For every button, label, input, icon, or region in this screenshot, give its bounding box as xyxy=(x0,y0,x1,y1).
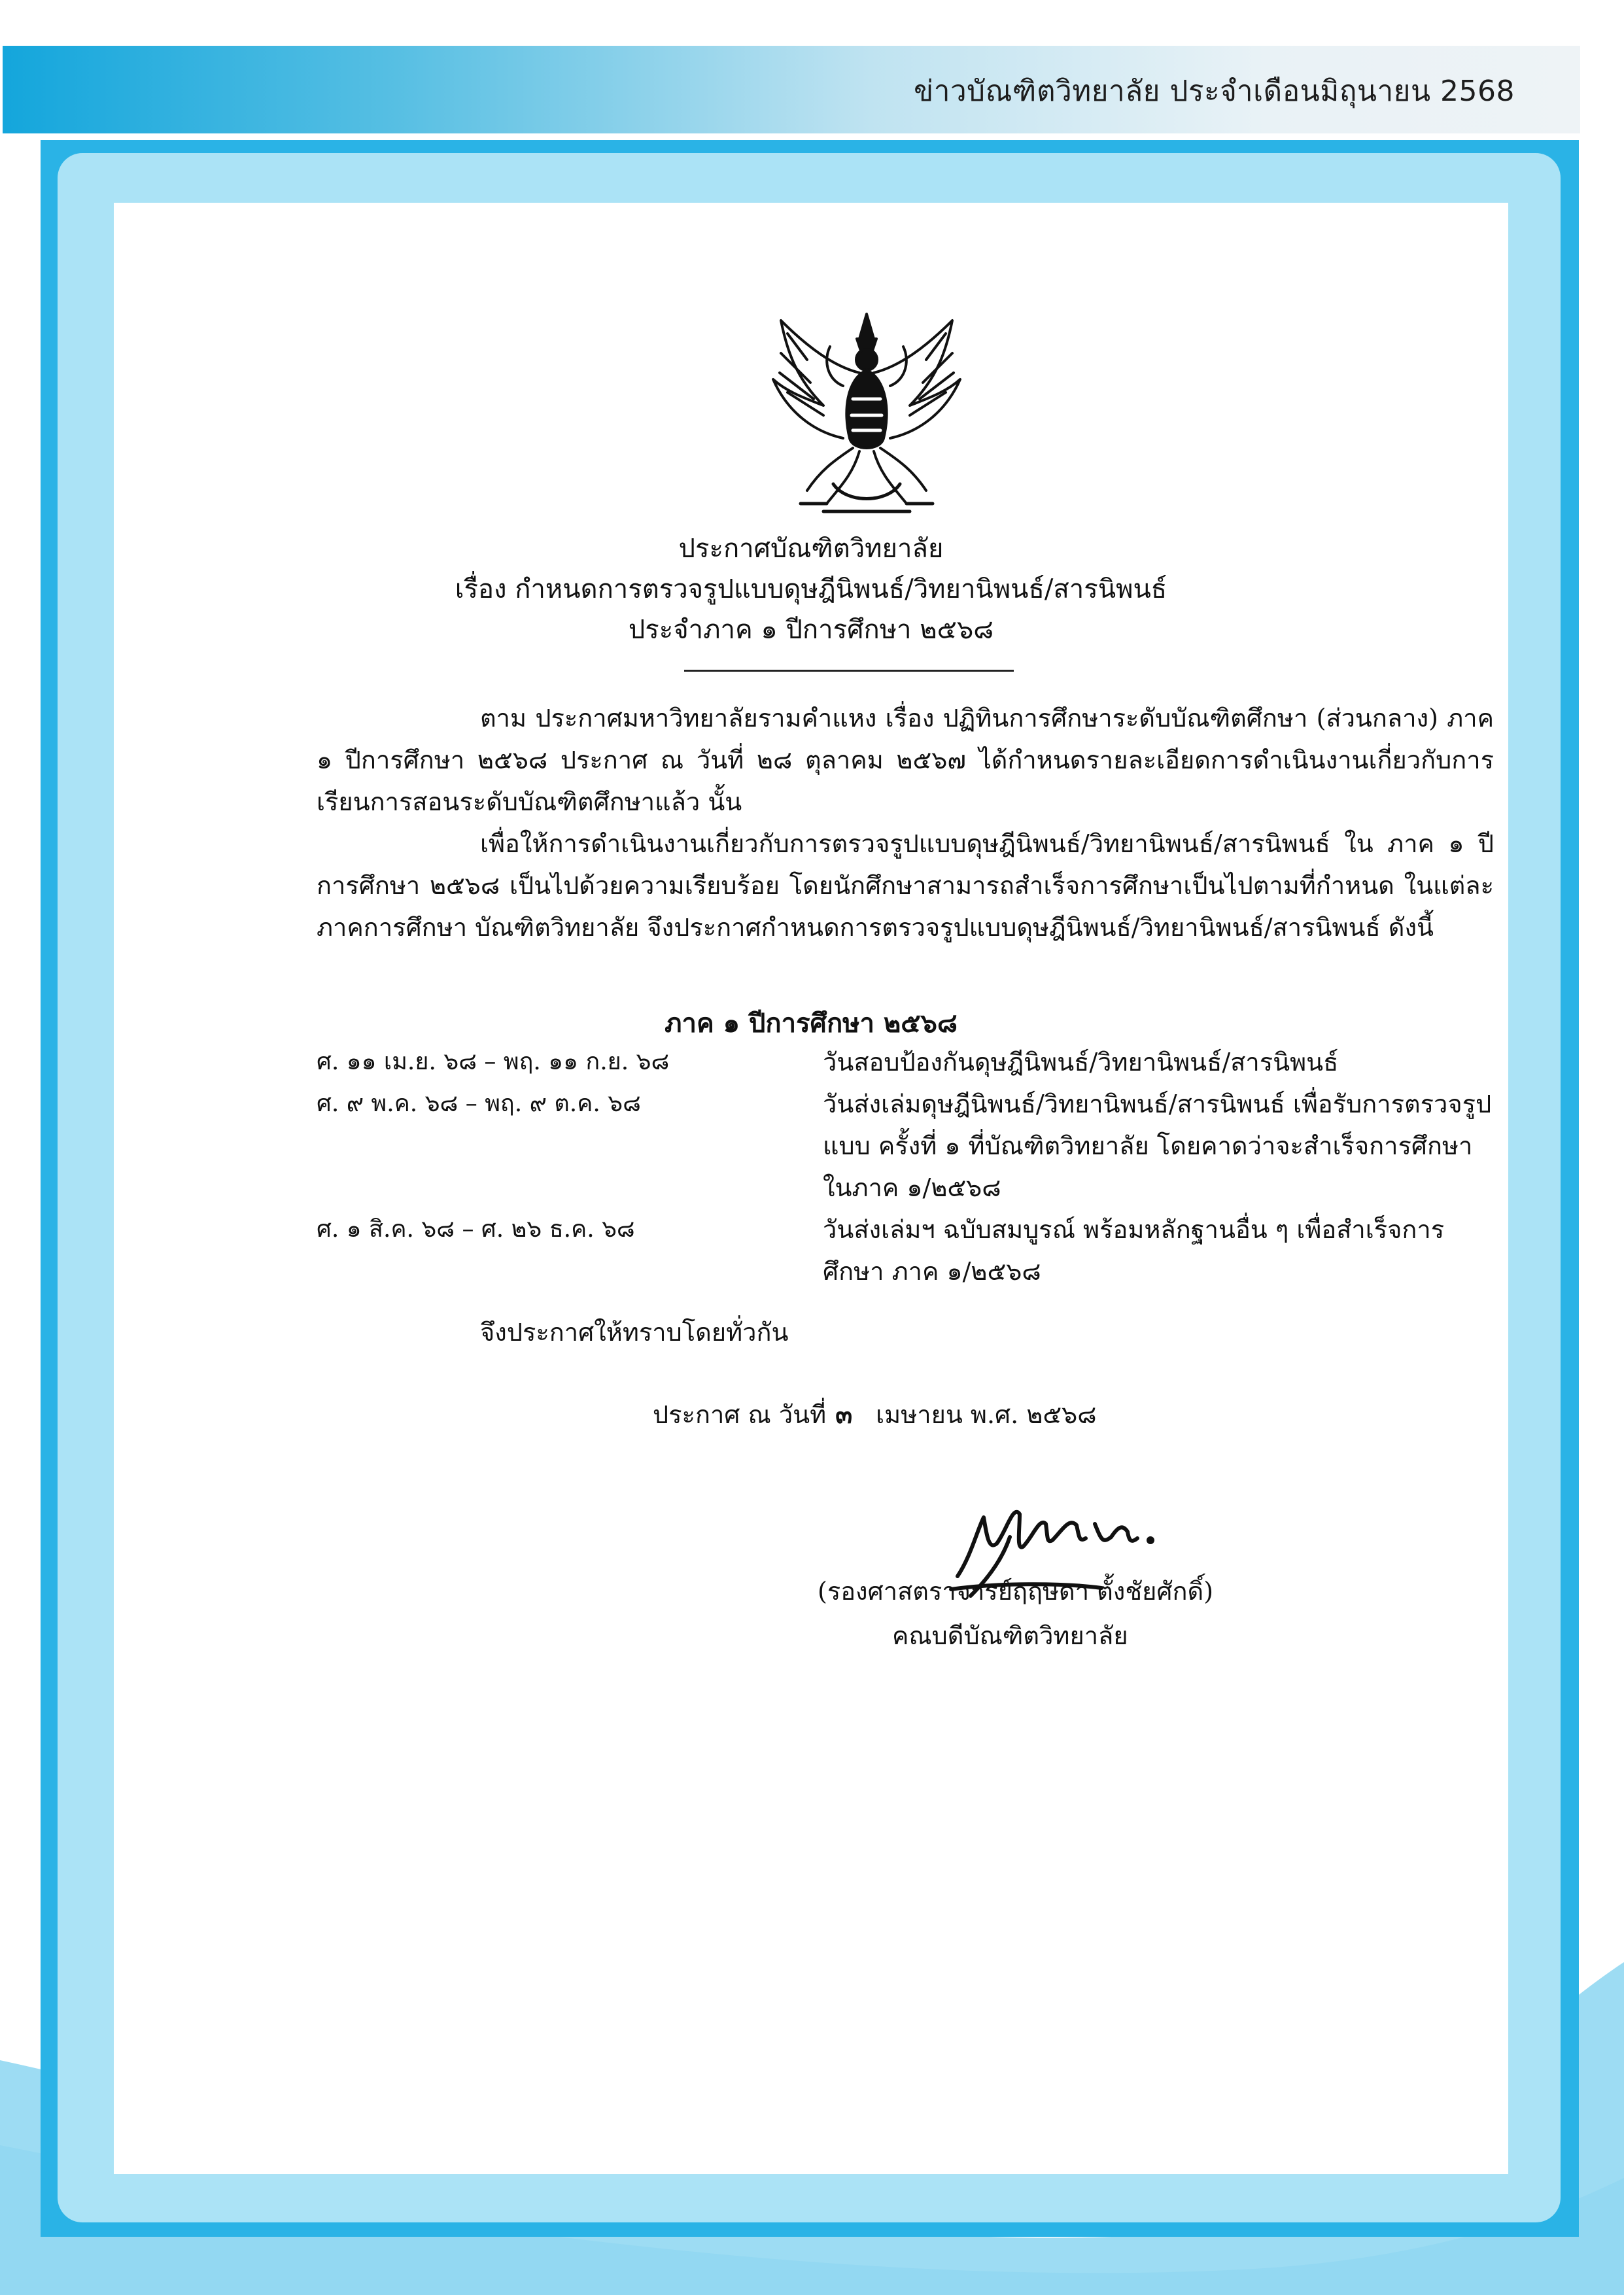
announcement-subject: เรื่อง กำหนดการตรวจรูปแบบดุษฎีนิพนธ์/วิทยานิพนธ์/สารนิพนธ์ xyxy=(455,574,1167,604)
paragraph-1-text: ตาม ประกาศมหาวิทยาลัยรามคำแหง เรื่อง ปฏิทินการศึกษาระดับบัณฑิตศึกษา (ส่วนกลาง) ภาค ๑ ปีการศึกษา ๒๕๖๘ ประกาศ ณ วันที่ ๒๘ ตุลาคม ๒๕๖๗ ได้กำหนดรายละเอียดการดำเนินงานเกี่ยวกับการเรียนการสอนระดับบัณฑิตศึกษาแล้ว นั้น xyxy=(317,704,1494,816)
schedule-desc: วันสอบป้องกันดุษฎีนิพนธ์/วิทยานิพนธ์/สารนิพนธ์ xyxy=(823,1048,1339,1077)
announcement-term: ประจำภาค ๑ ปีการศึกษา ๒๕๖๘ xyxy=(628,615,994,645)
paragraph-1 xyxy=(317,697,1494,823)
garuda-emblem-icon xyxy=(761,307,972,517)
closing-statement: จึงประกาศให้ทราบโดยทั่วกัน xyxy=(480,1318,789,1347)
announcement-date-prefix: ประกาศ ณ วันที่ xyxy=(653,1400,827,1429)
paragraph-2-text: เพื่อให้การดำเนินงานเกี่ยวกับการตรวจรูปแบบดุษฎีนิพนธ์/วิทยานิพนธ์/สารนิพนธ์ ใน ภาค ๑ ปีการศึกษา ๒๕๖๘ เป็นไปด้วยความเรียบร้อย โดยนักศึกษาสามารถสำเร็จการศึกษาเป็นไปตามที่กำหนด ในแต่ละภาคการศึกษา บัณฑิตวิทยาลัย จึงประกาศกำหนดการตรวจรูปแบบดุษฎีนิพนธ์/วิทยานิพนธ์/สารนิพนธ์ ดังนี้ xyxy=(317,829,1494,942)
announcement-title: ประกาศบัณฑิตวิทยาลัย xyxy=(678,534,944,564)
schedule-date: ศ. ๑๑ เม.ย. ๖๘ – พฤ. ๑๑ ก.ย. ๖๘ xyxy=(317,1048,670,1075)
announcement-document xyxy=(114,203,1508,2174)
schedule-date: ศ. ๙ พ.ค. ๖๘ – พฤ. ๙ ต.ค. ๖๘ xyxy=(317,1090,641,1117)
paragraph-2 xyxy=(317,823,1494,948)
schedule-date: ศ. ๑ สิ.ค. ๖๘ – ศ. ๒๖ ธ.ค. ๖๘ xyxy=(317,1216,635,1243)
schedule-title: ภาค ๑ ปีการศึกษา ๒๕๖๘ xyxy=(665,1008,958,1039)
signer-name: (รองศาสตราจารย์ฤฤษดา ตั้งชัยศักดิ์) xyxy=(818,1577,1214,1606)
schedule-desc: วันส่งเล่มดุษฎีนิพนธ์/วิทยานิพนธ์/สารนิพนธ์ เพื่อรับการตรวจรูปแบบ ครั้งที่ ๑ ที่บัณฑิตวิทยาลัย โดยคาดว่าจะสำเร็จการศึกษาในภาค ๑/๒๕๖๘ xyxy=(823,1090,1492,1202)
heading-divider xyxy=(684,670,1014,672)
schedule-desc: วันส่งเล่มฯ ฉบับสมบูรณ์ พร้อมหลักฐานอื่น ๆ เพื่อสำเร็จการศึกษา ภาค ๑/๒๕๖๘ xyxy=(823,1215,1445,1286)
header-title: ข่าวบัณฑิตวิทยาลัย ประจำเดือนมิถุนายน 2568 xyxy=(914,75,1515,108)
announcement-day: ๓ xyxy=(835,1400,853,1429)
header-bar xyxy=(3,46,1580,133)
signer-title: คณบดีบัณฑิตวิทยาลัย xyxy=(892,1621,1128,1650)
announcement-date xyxy=(653,1394,1097,1434)
announcement-month-year: เมษายน พ.ศ. ๒๕๖๘ xyxy=(876,1400,1097,1429)
